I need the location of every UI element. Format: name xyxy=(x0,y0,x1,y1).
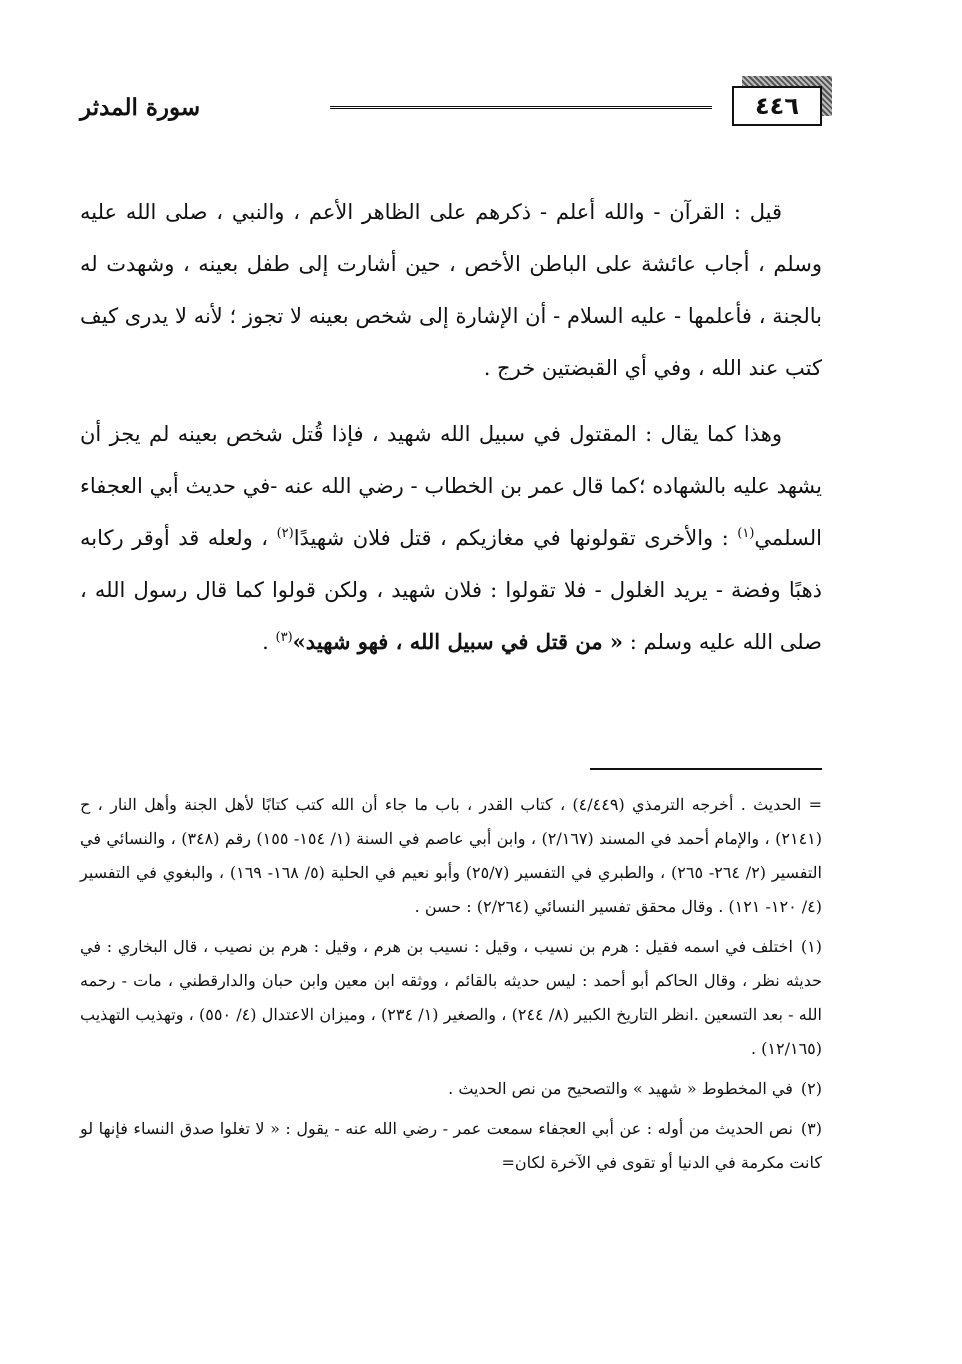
footnote-2-marker: (٢) xyxy=(800,1079,822,1098)
paragraph-2-end: . xyxy=(262,630,276,654)
footnote-separator xyxy=(590,768,822,770)
page-header xyxy=(80,70,822,140)
paragraph-2-part-a: وهذا كما يقال : المقتول في سبيل الله شهيد ، فإذا قُتل شخص بعينه لم يجز أن يشهد عليه بالشهاده ؛كما قال عمر بن الخطاب - رضي الله عنه -في حديث أبي العجفاء السلمي xyxy=(80,422,822,550)
footnote-ref-3[interactable]: (٣) xyxy=(275,630,293,645)
footnote-1-text: اختلف في اسمه فقيل : هرم بن نسيب ، وقيل : نسيب بن هرم ، وقيل : هرم بن نصيب ، قال البخاري : في حديثه نظر ، وقال الحاكم أبو أحمد : ليس حديثه بالقائم ، ووثقه ابن معين وابن حبان والدارقطني ، مات - رحمه الله - بعد التسعين .انظر التاريخ الكبير (٨/ ٢٤٤) ، والصغير (١/ ٢٣٤) ، وميزان الاعتدال (٤/ ٥٥٠) ، وتهذيب التهذيب (١٢/١٦٥) . xyxy=(80,937,822,1058)
paragraph-2-part-c: ، ولعله قد أوقر ركابه ذهبًا وفضة - يريد الغلول - فلا تقولوا : فلان شهيد ، ولكن قولوا كما قال رسول الله ، صلى الله عليه وسلم : xyxy=(80,526,822,654)
footnote-3-marker: (٣) xyxy=(800,1119,823,1138)
footnote-continuation: = الحديث . أخرجه الترمذي (٤/٤٤٩) ، كتاب القدر ، باب ما جاء أن الله كتب كتابًا لأهل الجنة وأهل النار ، ح (٢١٤١) ، والإمام أحمد في المسند (٢/١٦٧) ، وابن أبي عاصم في السنة (١/ ١٥٤- ١٥٥) رقم (٣٤٨) ، والنسائي في التفسير (٢/ ٢٦٤- ٢٦٥) ، والطبري في التفسير (٢٥/٧) وأبو نعيم في الحلية (٥/ ١٦٨- ١٦٩) ، والبغوي في التفسير (٤/ ١٢٠- ١٢١) . وقال محقق تفسير النسائي (٢/٢٦٤) : حسن . xyxy=(80,795,823,916)
paragraph-2-part-b: : والأخرى تقولونها في مغازيكم ، قتل فلان شهيدًا xyxy=(293,526,738,550)
header-rule xyxy=(330,106,712,109)
surah-title: سورة المدثر xyxy=(80,94,201,121)
footnote-1 xyxy=(80,930,822,1066)
page-number: ٤٤٦ xyxy=(732,86,822,126)
footnote-3 xyxy=(80,1112,822,1180)
footnote-ref-2[interactable]: (٢) xyxy=(276,526,294,541)
footnotes xyxy=(80,788,822,1186)
footnote-2-text: في المخطوط « شهيد » والتصحيح من نص الحديث . xyxy=(448,1079,793,1098)
footnote-3-text: نص الحديث من أوله : عن أبي العجفاء سمعت عمر - رضي الله عنه - يقول : « لا تغلوا صدق النساء فإنها لو كانت مكرمة في الدنيا أو تقوى في الآخرة لكان= xyxy=(80,1119,822,1172)
hadith-quote: « من قتل في سبيل الله ، فهو شهيد» xyxy=(292,629,624,654)
paragraph-2 xyxy=(80,408,822,668)
footnote-ref-1[interactable]: (١) xyxy=(737,526,755,541)
main-text xyxy=(80,186,822,668)
footnote-1-marker: (١) xyxy=(800,937,822,956)
paragraph-1: قيل : القرآن - والله أعلم - ذكرهم على الظاهر الأعم ، والنبي ، صلى الله عليه وسلم ، أجاب عائشة على الباطن الأخص ، حين أشارت إلى طفل بعينه ، وشهدت له بالجنة ، فأعلمها - عليه السلام - أن الإشارة إلى شخص بعينه لا تجوز ؛ لأنه لا يدرى كيف كتب عند الله ، وفي أي القبضتين خرج . xyxy=(80,200,822,380)
footnote-2 xyxy=(80,1072,822,1106)
